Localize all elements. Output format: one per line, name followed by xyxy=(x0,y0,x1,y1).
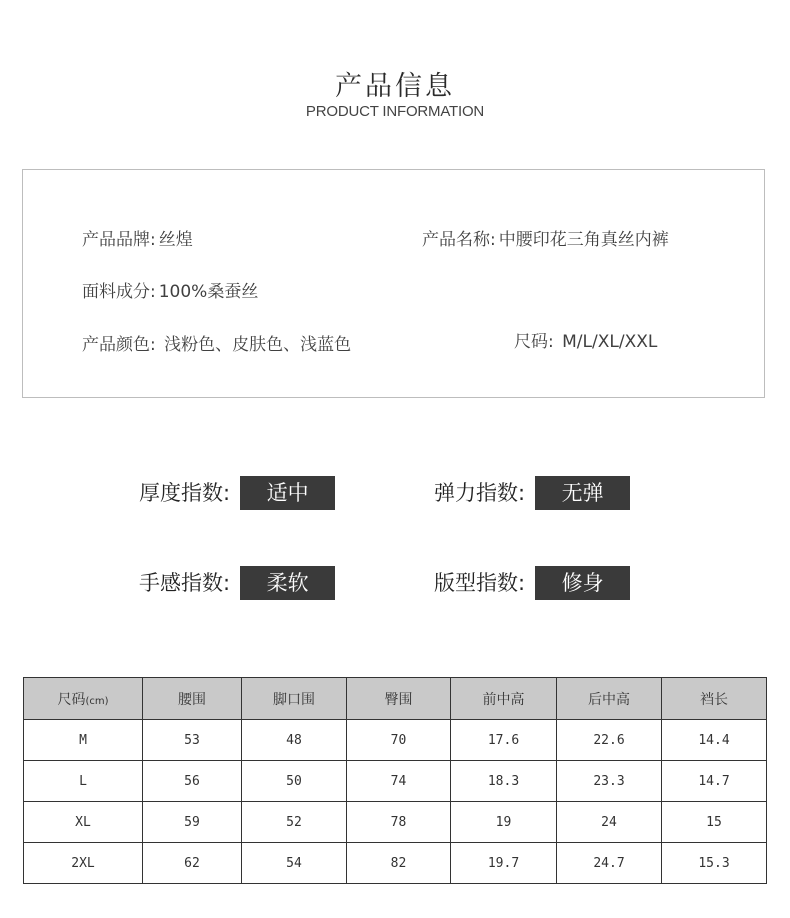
size-table xyxy=(23,677,767,884)
table-cell: XL xyxy=(24,802,143,843)
info-name-value: 中腰印花三角真丝内裤 xyxy=(498,230,669,250)
info-color xyxy=(82,330,351,355)
table-cell: 15 xyxy=(662,802,767,843)
table-cell: 17.6 xyxy=(451,720,557,761)
table-row xyxy=(24,802,767,843)
table-cell: 59 xyxy=(143,802,242,843)
info-size-label: 尺码: xyxy=(514,332,554,352)
feel-index xyxy=(139,566,335,600)
thickness-index-badge: 适中 xyxy=(240,476,335,510)
table-cell: L xyxy=(24,761,143,802)
table-cell: 24.7 xyxy=(557,843,662,884)
info-brand xyxy=(82,225,193,250)
table-cell: 22.6 xyxy=(557,720,662,761)
table-cell: 70 xyxy=(347,720,451,761)
table-cell: M xyxy=(24,720,143,761)
info-name xyxy=(422,225,669,250)
fit-index-badge: 修身 xyxy=(535,566,630,600)
table-cell: 53 xyxy=(143,720,242,761)
fit-index-label: 版型指数: xyxy=(434,571,526,595)
info-brand-value: 丝煌 xyxy=(158,230,193,250)
thickness-index xyxy=(139,476,335,510)
hip-col-header: 臀围 xyxy=(347,678,451,720)
table-cell: 23.3 xyxy=(557,761,662,802)
thickness-index-label: 厚度指数: xyxy=(139,481,231,505)
table-cell: 82 xyxy=(347,843,451,884)
feel-index-label: 手感指数: xyxy=(139,571,231,595)
size-col-header xyxy=(24,678,143,720)
table-cell: 19.7 xyxy=(451,843,557,884)
front-rise-col-header: 前中高 xyxy=(451,678,557,720)
elasticity-index xyxy=(434,476,630,510)
info-color-value: 浅粉色、皮肤色、浅蓝色 xyxy=(158,335,352,355)
info-size-value: M/L/XL/XXL xyxy=(556,332,658,352)
table-cell: 78 xyxy=(347,802,451,843)
table-cell: 15.3 xyxy=(662,843,767,884)
back-rise-col-header: 后中高 xyxy=(557,678,662,720)
info-name-label: 产品名称: xyxy=(422,230,496,250)
table-cell: 74 xyxy=(347,761,451,802)
crotch-length-col-header: 裆长 xyxy=(662,678,767,720)
fit-index xyxy=(434,566,630,600)
info-brand-label: 产品品牌: xyxy=(82,230,156,250)
info-fabric-label: 面料成分: xyxy=(82,282,156,302)
table-cell: 56 xyxy=(143,761,242,802)
elasticity-index-badge: 无弹 xyxy=(535,476,630,510)
feel-index-badge: 柔软 xyxy=(240,566,335,600)
elasticity-index-label: 弹力指数: xyxy=(434,481,526,505)
table-cell: 62 xyxy=(143,843,242,884)
info-fabric-value: 100%桑蚕丝 xyxy=(158,282,259,302)
size-table-header-row xyxy=(24,678,767,720)
info-fabric xyxy=(82,277,258,302)
table-cell: 54 xyxy=(242,843,347,884)
table-cell: 2XL xyxy=(24,843,143,884)
info-size xyxy=(514,327,657,352)
table-cell: 19 xyxy=(451,802,557,843)
waist-col-header: 腰围 xyxy=(143,678,242,720)
table-row xyxy=(24,843,767,884)
page-subtitle: PRODUCT INFORMATION xyxy=(305,103,485,120)
info-color-label: 产品颜色: xyxy=(82,335,156,355)
size-col-header-label: 尺码 xyxy=(57,691,86,708)
page-title: 产品信息 xyxy=(335,71,455,102)
table-cell: 48 xyxy=(242,720,347,761)
size-col-unit: (cm) xyxy=(85,695,109,707)
table-cell: 24 xyxy=(557,802,662,843)
table-cell: 50 xyxy=(242,761,347,802)
table-cell: 14.4 xyxy=(662,720,767,761)
leg-opening-col-header: 脚口围 xyxy=(242,678,347,720)
table-row xyxy=(24,720,767,761)
table-row xyxy=(24,761,767,802)
table-cell: 18.3 xyxy=(451,761,557,802)
table-cell: 14.7 xyxy=(662,761,767,802)
table-cell: 52 xyxy=(242,802,347,843)
